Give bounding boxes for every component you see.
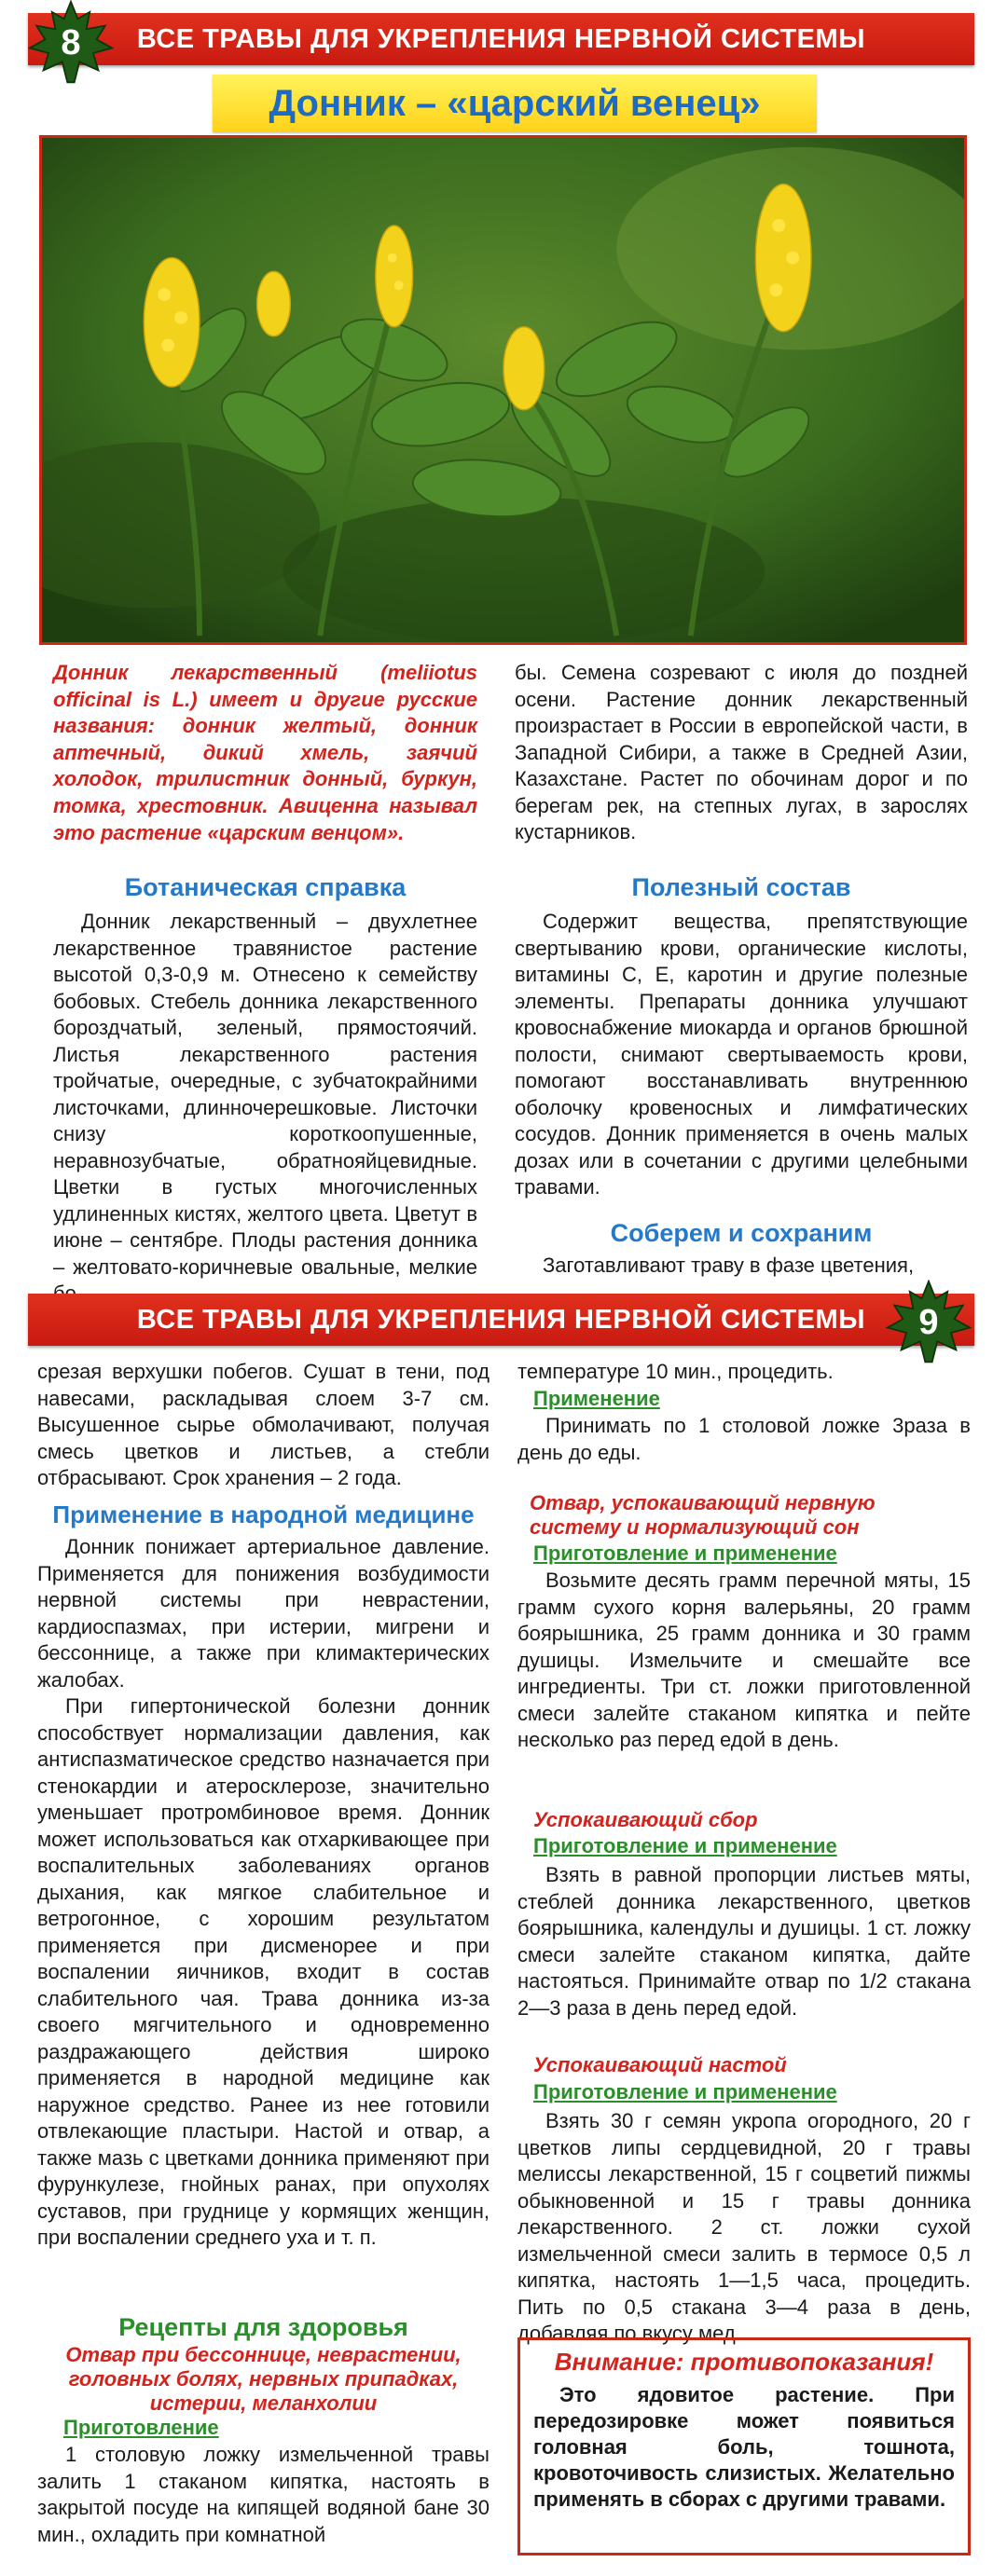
page-title: Донник – «царский венец» (213, 75, 817, 132)
folk-heading: Применение в народной медицине (52, 1500, 475, 1528)
intro-text: Донник лекарственный (meliiotus officinal is L.) имеет и другие русские названия: донник желтый, донник аптечный, дикий хмель, заячий холодок, трилистник донный, буркун, томка, хрестовник. Авиценна называл это растение «царским венцом». (53, 661, 477, 844)
recipe-2-title: Отвар, успокаивающий нервную систему и нормализующий сон (530, 1491, 876, 1539)
collect-text: Заготавливают траву в фазе цветения, (543, 1254, 915, 1277)
bottom-header-bar (28, 1294, 974, 1346)
warning-title: Внимание: противопоказания! (554, 2348, 934, 2376)
recipe-1-text-2: Принимать по 1 столовой ложке 3раза в день до еды. (517, 1414, 971, 1464)
top-header-text: ВСЕ ТРАВЫ ДЛЯ УКРЕПЛЕНИЯ НЕРВНОЙ СИСТЕМЫ (136, 23, 866, 54)
recipe-4-subhead: Приготовление и применение (533, 2080, 837, 2103)
recipes-heading: Рецепты для здоровья (118, 2313, 408, 2341)
recipe-1-title: Отвар при бессоннице, неврастении, головных болях, нервных припадках, истерии, меланхолии (65, 2343, 462, 2415)
page-number-9: 9 (918, 1302, 939, 1342)
recipe-2-subhead: Приготовление и применение (533, 1541, 837, 1565)
warning-box (517, 2337, 971, 2555)
maple-leaf-icon (28, 0, 114, 86)
recipe-1-subhead: Приготовление (63, 2416, 219, 2439)
folk-text: Донник понижает артериальное давление. Применяется для понижения возбудимости нервной системы при неврастении, кардиоспазмах, при истерии, мигрени и бессоннице, а также при климактерических жалобах. При гипертонической болезни донник способствует нормализации давления, как антиспазматическое средство назначается при стенокардии и атеросклерозе, значительно уменьшает протромбиновое время. Донник может использоваться как отхаркивающее при воспалительных заболеваниях органов дыхания, как мягкое слабительное и ветрогонное, с хорошим результатом применяется при дисменорее и при воспалении яичников, входит в состав слабительного чая. Трава донника из-за своего мягчительного и одновременно раздражающего действия широко применяется в народной медицине как наружное средство. Ранее из нее готовили отвлекающие пластыри. Настой и отвар, а также мазь с цветками донника применяют при фурункулезе, гнойных ранах, при опухолях суставов, при груднице у кормящих женщин, при воспалении среднего уха и т. п. (37, 1535, 490, 2249)
top-header-bar (28, 13, 974, 65)
bottom-header-text: ВСЕ ТРАВЫ ДЛЯ УКРЕПЛЕНИЯ НЕРВНОЙ СИСТЕМЫ (136, 1304, 866, 1335)
recipe-4-text: Взять 30 г семян укропа огородного, 20 г цветков липы сердцевидной, 20 г травы мелиссы лекарственной, 15 г соцветий пижмы обыкновенной и 15 г травы донника лекарственного. 2 ст. ложки сухой измельченной смеси залить в термосе 0,5 л кипятка, настоять 1—1,5 часа, процедить. Пить по 0,5 стакана 3—4 раза в день, добавляя по вкусу мед. (517, 2109, 971, 2345)
useful-text: Содержит вещества, препятствующие свертыванию крови, органические кислоты, витамины С, Е, каротин и другие полезные элементы. Препараты донника улучшают кровоснабжение миокарда и органов брюшной полости, снимают свертываемость крови, помогают восстанавливать внутреннюю оболочку кровеносных и лимфатических сосудов. Донник применяется в очень малых дозах или в сочетании с другими целебными травами. (515, 910, 968, 1199)
botany-text: Донник лекарственный – двухлетнее лекарственное травянистое растение высотой 0,3-0,9 м. Отнесено к семейству бобовых. Стебель донника лекарственного бороздчатый, зеленый, прямостоячий. Листья лекарственного растения тройчатые, очередные, с зубчатокрайними листочками, длинночерешковые. Листочки снизу короткоопушенные, неравнозубчатые, обратнояйцевидные. Цветки в густых многочисленных удлиненных кистях, желтого цвета. Цветут в июне – сентябре. Плоды растения донника – желтовато-коричневые овальные, мелкие (53, 910, 477, 1279)
warning-text: Это ядовитое растение. При передозировке может появиться головная боль, тошнота, кровоточивость слизистых. Желательно применять в сборах с другими травами. (533, 2383, 955, 2511)
botany-heading: Ботаническая справка (124, 873, 407, 901)
recipe-3-text: Взять в равной пропорции листьев мяты, стеблей донника лекарственного, цветков боярышника, календулы и душицы. 1 ст. ложку смеси залейте стаканом кипятка, дайте настояться. Принимайте отвар по 1/2 стакана 2—3 раза в день перед едой. (517, 1863, 971, 2020)
recipe-4-title: Успокаивающий настой (533, 2053, 787, 2076)
page-number-8: 8 (61, 22, 81, 62)
recipe-2-text: Возьмите десять грамм перечной мяты, 15 грамм сухого корня валерьяны, 20 грамм боярышника, 25 грамм донника и 30 грамм душицы. Измельчите и смешайте все ингредиенты. Три ст. ложки приготовленной смеси залейте стаканом кипятка и пейте несколько раз перед едой в день. (517, 1569, 971, 1751)
recipe-1-continued: температуре 10 мин., процедить. (517, 1360, 834, 1383)
recipe-3-subhead: Приготовление и применение (533, 1834, 837, 1857)
recipe-3-title: Успокаивающий сбор (533, 1808, 758, 1831)
collect-continued-text: срезая верхушки побегов. Сушат в тени, под навесами, раскладывая слоем 3-7 см. Высушенное сырье обмолачивают, получая смесь цветков и листьев, а стебли отбрасывают. Срок хранения – 2 года. (37, 1360, 490, 1489)
habitat-text: бы. Семена созревают с июля до поздней осени. Растение донник лекарственный произрастает в России в европейской части, в Западной Сибири, а также в Средней Азии, Казахстане. Растет по обочинам дорог и по берегам рек, на степных лугах, в зарослях кустарников. (515, 661, 968, 843)
useful-heading: Полезный состав (631, 873, 851, 901)
collect-heading: Соберем и сохраним (610, 1219, 873, 1247)
maple-leaf-icon-2 (886, 1280, 972, 1365)
plant-photo (39, 135, 967, 645)
recipe-1-subhead-2: Применение (533, 1387, 660, 1410)
recipe-1-text: 1 столовую ложку измельченной травы залить 1 стаканом кипятка, настоять в закрытой посуде на кипящей водяной бане 30 мин., охладить при комнатной (37, 2443, 490, 2546)
